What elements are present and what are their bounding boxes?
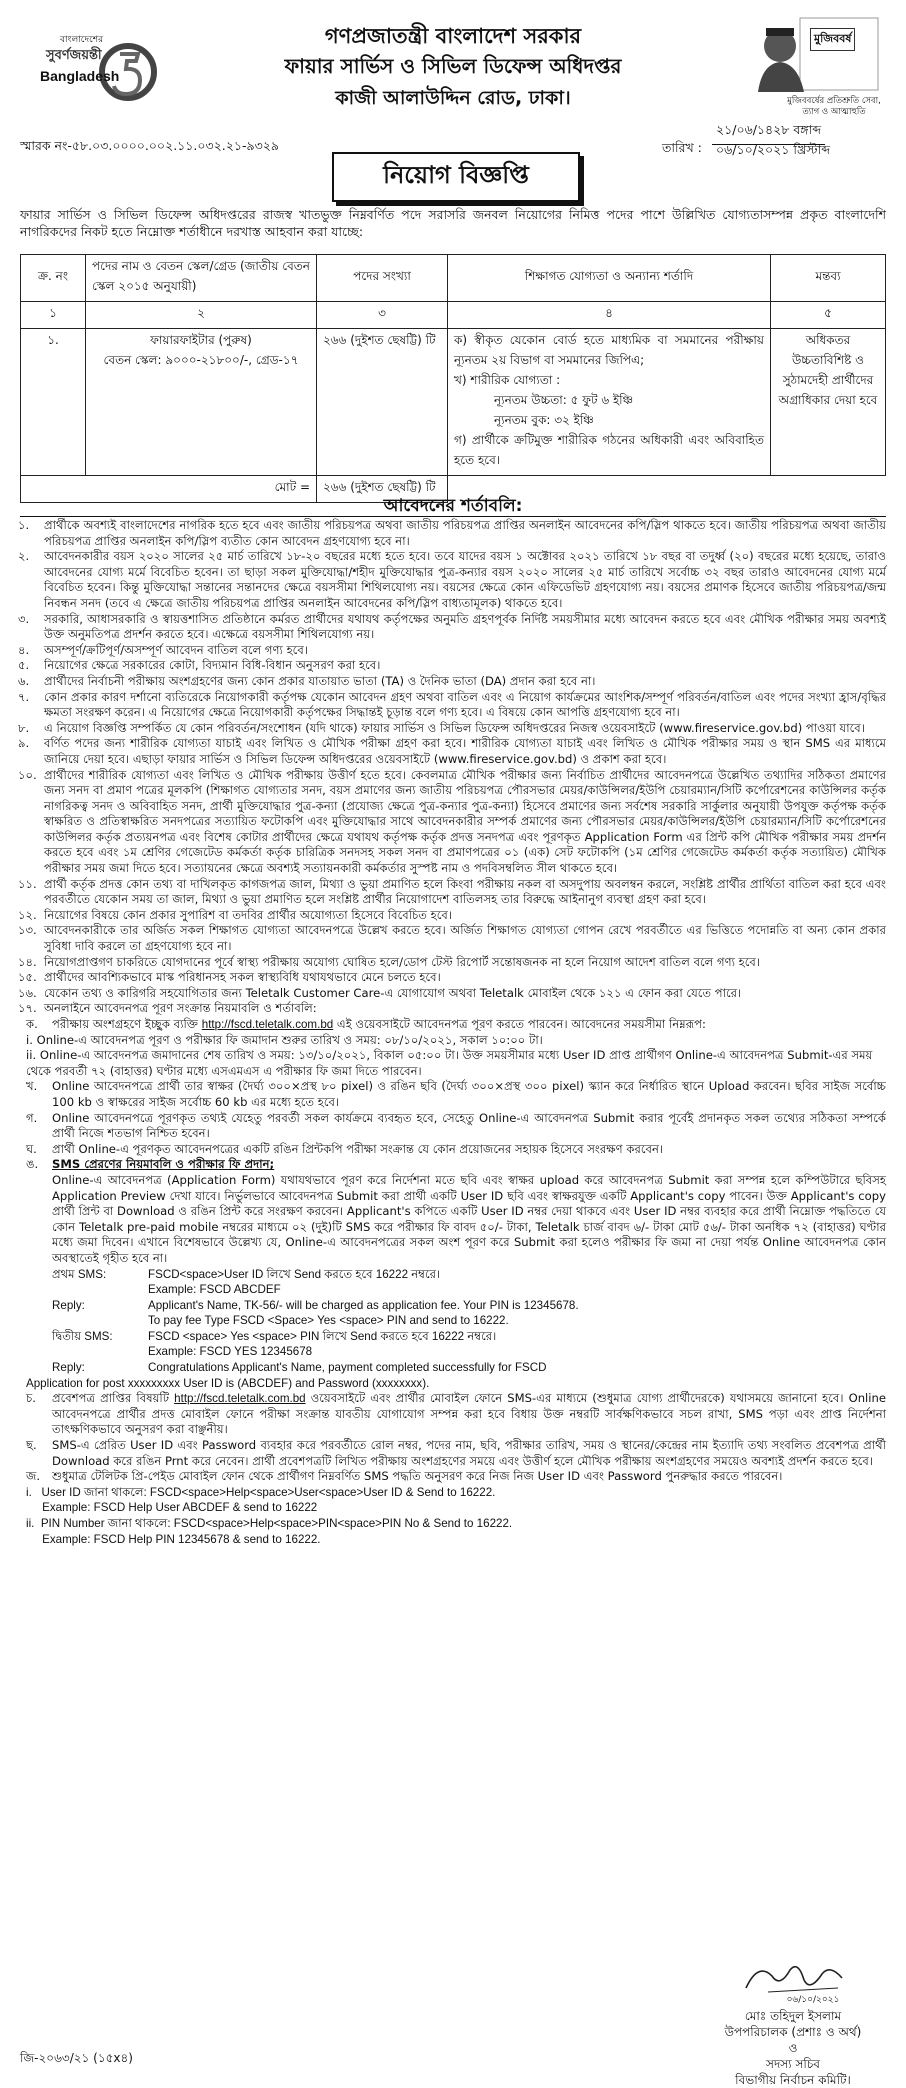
list-item: ১৬. যেকোন তথ্য ও কারিগরি সহযোগিতার জন্য Teletalk Customer Care-এ যোগাযোগ অথবা Teletalk মোবাইল থেকে ১২১ এ ফোন করা যেতে পারে। [18, 985, 742, 1000]
jubilee-caption-mid: সুবর্ণজয়ন্তী [46, 48, 102, 63]
row-qualification [448, 329, 771, 476]
mujib-borsho-badge: মুজিববর্ষ [810, 28, 855, 51]
mujib-borsho-caption: মুজিববর্ষের প্রতিশ্রুতি সেবা, ত্যাগ ও আত্মাহুতি [787, 96, 881, 117]
row-serial: ১. [21, 329, 86, 476]
signatory-name: মোঃ তহিদুল ইসলাম [744, 2009, 842, 2023]
total-label: মোট = [21, 476, 317, 503]
list-item: ৪. অসম্পূর্ণ/ক্রটিপূর্ণ/অসম্পূর্ণ আবেদন বাতিল বলে গণ্য হবে। [18, 642, 308, 657]
col-number: ৩ [317, 302, 448, 329]
sms-line: To pay fee Type FSCD <Space> Yes <space> PIN and send to 16222. [148, 1314, 509, 1328]
online-rule-ga: গ. Online আবেদনপত্রে পূরণকৃত তথ্যই যেহেতু পরবর্তী সকল কার্যক্রমে ব্যবহৃত হবে, সেহেতু Online-এ আবেদনপত্র Submit করার পূর্বেই প্রদানকৃত সকল তথ্যের সঠিকতা সম্পর্কে প্রার্থী নিজে শতভাগ নিশ্চিত হবেন। [26, 1110, 886, 1141]
list-item: ৯. বর্ণিত পদের জন্য শারীরিক যোগ্যতা যাচাই এবং লিখিত ও মৌখিক পরীক্ষা গ্রহণ করা হবে। শারীরিক যোগ্যতা যাচাই এবং লিখিত ও মৌখিক পরীক্ষার সময় ও স্থান SMS এর মাধ্যমে জানিয়ে দেয়া হবে। এছাড়া ফায়ার সার্ভিস ও সিভিল ডিফেন্স অধিদপ্তরের ওয়েবসাইটে (www.fireservice.gov.bd) ও প্রকাশ করা হবে। [18, 736, 886, 766]
recovery-userid-example: Example: FSCD Help User ABCDEF & send to 16222 [26, 1501, 318, 1515]
department-title: ফায়ার সার্ভিস ও সিভিল ডিফেন্স অধিদপ্তর [284, 54, 622, 78]
list-item: ১. প্রার্থীকে অবশ্যই বাংলাদেশের নাগরিক হতে হবে এবং জাতীয় পরিচয়পত্র অথবা জাতীয় পরিচয়পত্র প্রাপ্তির অনলাইন আবেদনের কপি/স্লিপ থাকতে হবে। জাতীয় পরিচয়পত্র অথবা জাতীয় পরিচয়পত্র প্রাপ্তির অনলাইন কপি/স্লিপ ব্যতীত কোন আবেদন গ্রহণযোগ্য হবে না। [18, 518, 886, 548]
total-value: ২৬৬ (দুইশত ছেষট্টি) টি [317, 476, 448, 503]
table-column-number-row [21, 302, 886, 329]
position-table [20, 254, 886, 503]
col-remarks-header: মন্তব্য [771, 255, 886, 302]
col-number: ৫ [771, 302, 886, 329]
post-name: ফায়ারফাইটার (পুরুষ) [150, 333, 252, 347]
online-rule-chha: ছ. SMS-এ প্রেরিত User ID এবং Password ব্যবহার করে পরবর্তীতে রোল নম্বর, পদের নাম, ছবি, পরীক্ষার তারিখ, সময় ও স্থানের/কেন্দ্রের নাম ইত্যাদি তথ্য সংবলিত প্রবেশপত্র প্রার্থী Download করে রঙিন Prnt করে নেবেন। প্রার্থী প্রবেশপত্রটি লিখিত পরীক্ষায় অংশগ্রহণের সময়ে এবং উত্তীর্ণ হলে মৌখিক পরীক্ষায় অংশগ্রহণের সময়েও অবশ্যই প্রদর্শন করতে হবে। [26, 1438, 886, 1468]
recovery-pin-example: Example: FSCD Help PIN 12345678 & send to 16222. [26, 1532, 321, 1546]
jubilee-caption-bottom: Bangladesh [40, 68, 120, 84]
notice-title: নিয়োগ বিজ্ঞপ্তি [332, 152, 580, 202]
qualification-a: ক) স্বীকৃত যেকোন বোর্ড হতে মাধ্যমিক বা সমমানের পরীক্ষায় ন্যূনতম ২য় বিভাগ বা সমমানের জিপিএ; [454, 333, 764, 367]
list-item: ৬. প্রার্থীদের নির্বাচনী পরীক্ষায় অংশগ্রহণের জন্য কোন প্রকার যাতায়াত ভাতা (TA) ও দৈনিক ভাতা (DA) প্রদান করা হবে না। [18, 673, 596, 688]
application-website-link[interactable]: http://fscd.teletalk.com.bd [201, 1018, 334, 1031]
list-item: ২. আবেদনকারীর বয়স ২০২০ সালের ২৫ মার্চ তারিখে ১৮-২০ বছরের মধ্যে হতে হবে। তবে যাদের বয়স ১ অক্টোবর ২০২১ তারিখে ১৮ বছর বা তদুর্ধ্ব (২০) বছরের মধ্যে হয়েছে, তারাও আবেদনের যোগ্য মর্মে বিবেচিত হবেন। তা ছাড়া সকল মুক্তিযোদ্ধা/শহীদ মুক্তিযোদ্ধার পুত্র-কন্যার বয়স ২০২০ সালের ২৫ মার্চ তারিখে সর্বোচ্চ ৩২ বছর তারাও আবেদনের যোগ্য মর্মে বিবেচিত হবেন। কিন্তু মুক্তিযোদ্ধা সন্তানের সন্তানদের ক্ষেত্রে বয়সসীমা শিথিলযোগ্য নয়। বয়সের ক্ষেত্রে কোন এফিডেভিট গ্রহণযোগ্য নয়। বয়সের প্রমাণক হিসেবে জাতীয় পরিচয়পত্র/জন্ম নিবন্ধন সনদ (তবে এ ক্ষেত্রে জাতীয় পরিচয়পত্র প্রাপ্তির অনলাইন আবেদনের কপি/স্লিপ বাধ্যতামূলক) থাকতে হবে। [18, 549, 886, 610]
row-post [86, 329, 317, 476]
sms-post-line: Application for post xxxxxxxxx User ID is (ABCDEF) and Password (xxxxxxxx). [26, 1376, 430, 1390]
online-rule-cha: চ. প্রবেশপত্র প্রাপ্তির বিষয়টি http://fscd.teletalk.com.bd ওয়েবসাইটে এবং প্রার্থীর মোবাইল ফোনে SMS-এর মাধ্যমে (শুধুমাত্র যোগ্য প্রার্থীদেরকে) যথাসময়ে জানানো হবে। Online আবেদনপত্রে প্রার্থীর প্রদত্ত মোবাইল ফোনে পরীক্ষা সংক্রান্ত যাবতীয় যোগাযোগ সম্পন্ন করা হবে বিধায় উক্ত নম্বরটি সার্বক্ষণিকভাবে সচল রাখা, SMS পড়া এবং প্রাপ্ত নির্দেশনা তাৎক্ষণিকভাবে অনুসরণ করা বাঞ্ছনীয়। [26, 1391, 886, 1437]
sms-line: প্রথম SMS: FSCD<space>User ID লিখে Send করতে হবে 16222 নম্বরে। [52, 1267, 441, 1281]
signatory-and: ও [788, 2041, 798, 2055]
list-item: ১২. নিয়োগের বিষয়ে কোন প্রকার সুপারিশ বা তদবির প্রার্থীর অযোগ্যতা হিসেবে বিবেচিত হবে। [18, 907, 453, 922]
list-item: ১০. প্রার্থীদের শারীরিক যোগ্যতা এবং লিখিত ও মৌখিক পরীক্ষায় উত্তীর্ণ হতে হবে। কেবলমাত্র মৌখিক পরীক্ষার জন্য নির্বাচিত প্রার্থীদের আবেদনপত্রে উল্লেখিত তথ্যাদির সঠিকতা প্রমাণের জন্য সনদ বা প্রমাণ পত্রের মূলকপি (শিক্ষাগত যোগ্যতার সনদ, বয়স প্রমাণের জন্য জাতীয় পরিচয়পত্র পৌরসভার মেয়র/কাউন্সিলর/ইউপি চেয়ারম্যান/সিটি কর্পোরেশনের কাউন্সিলর কর্তৃক নাগরিকত্ব সনদ ও অবিবাহিত সনদ, প্রার্থী মুক্তিযোদ্ধার পুত্র-কন্যা (প্রযোজ্য ক্ষেত্রে পুত্র-কন্যার পুত্র-কন্যা) হিসেবে প্রমাণের জন্য সর্বশেষ সরকারি সার্কুলার অনুযায়ী উপযুক্ত কর্তৃপক্ষ কর্তৃক স্বাক্ষরিত ও প্রতিস্বাক্ষরিত সনদপত্রের সত্যায়িত ফটোকপি এবং মুক্তিযোদ্ধার সাথে আবেদনকারীর সম্পর্ক প্রমাণের জন্য পৌরসভার মেয়র/কাউন্সিলর/ইউপি চেয়ারম্যান/সিটি কর্পোরেশনের কাউন্সিলর কর্তৃক প্রত্যয়নপত্র এবং বিশেষ কোটার প্রার্থীদের ক্ষেত্রে যথাযথ কর্তৃপক্ষ কর্তৃক প্রদত্ত সনদপত্র এবং পূরণকৃত Application Form এর প্রিন্ট কপি মৌখিক পরীক্ষার সময় প্রদর্শন করতে হবে এবং ১ম শ্রেণির গেজেটেড কর্মকর্তা কর্তৃক চারিত্রিক সনদসহ সকল সনদ বা প্রমাণপত্রের ০১ (এক) সেট ফটোকপি (১ম শ্রেণির গেজেটেড কর্মকর্তা কর্তৃক সত্যায়িত) মৌখিক পরীক্ষার সময় জমা দিতে হবে। সত্যায়নের ক্ষেত্রে অবশ্যই সত্যায়নকারী কর্মকর্তার সুস্পষ্ট নাম ও পদবিসম্বলিত সীল থাকতে হবে। [18, 767, 886, 876]
col-number: ১ [21, 302, 86, 329]
list-item: ১১. প্রার্থী কর্তৃক প্রদত্ত কোন তথ্য বা দাখিলকৃত কাগজপত্র জাল, মিথ্যা ও ভুয়া প্রমাণিত হলে কিংবা পরীক্ষায় নকল বা অসদুপায় অবলম্বন করলে, সংশ্লিষ্ট প্রার্থীর প্রার্থিতা বাতিল করা হবে এবং পরবর্তীতে যেকোন সময় তা জাল, মিথ্যা ও ভুয়া প্রমাণিত হলে সংশ্লিষ্ট প্রার্থীর নিয়োগাদেশ বাতিলসহ তার বিরুদ্ধে আইনানুগ ব্যবস্থা গ্রহণ করা হবে। [18, 876, 886, 907]
qualification-b: খ) শারীরিক যোগ্যতা : [454, 373, 561, 387]
qualification-height: ন্যূনতম উচ্চতা: ৫ ফুট ৬ ইঞ্চি [494, 393, 634, 407]
portrait-emblem-icon [752, 14, 882, 94]
department-address: কাজী আলাউদ্দিন রোড, ঢাকা। [335, 87, 571, 109]
memo-reference: স্মারক নং-৫৮.০৩.০০০০.০০২.১১.০৩২.২১-৯৩২৯ [20, 138, 279, 153]
table-header-row [21, 255, 886, 302]
signature-block [700, 1958, 886, 2087]
col-post-header: পদের নাম ও বেতন স্কেল/গ্রেড (জাতীয় বেতন স্কেল ২০১৫ অনুযায়ী) [86, 255, 317, 302]
jubilee-caption-top: বাংলাদেশের [60, 35, 104, 45]
signatory-member: সদস্য সচিব [766, 2057, 820, 2071]
online-rule-gha: ঘ. প্রার্থী Online-এ পূরণকৃত আবেদনপত্রের একটি রঙিন প্রিন্টকপি পরীক্ষা সংক্রান্ত যে কোন প্রয়োজনের সহায়ক হিসেবে সংরক্ষণ করবেন। [26, 1141, 664, 1156]
date-label: তারিখ : [662, 140, 702, 155]
online-rule-ka: ক. পরীক্ষায় অংশগ্রহণে ইচ্ছুক ব্যক্তি http://fscd.teletalk.com.bd এই ওয়েবসাইটে আবেদনপত্র পূরণ করতে পারবেন। আবেদনের সময়সীমা নিম্নরূপ: [26, 1017, 706, 1031]
deadline-start: i. Online-এ আবেদনপত্র পূরণ ও পরীক্ষার ফি জমাদান শুরুর তারিখ ও সময়: ০৮/১০/২০২১, সকাল ১০:০০ টা। [26, 1032, 543, 1047]
sms-rules-paragraph: Online-এ আবেদনপত্র (Application Form) যথাযথভাবে পূরণ করে নির্দেশনা মতে ছবি এবং স্বাক্ষর upload করে আবেদনপত্র Submit করা সম্পন্ন হলে কম্পিউটারে ছবিসহ Application Preview দেখা যাবে। নির্ভুলভাবে আবেদনপত্র Submit করা প্রার্থী একটি User ID ছবি এবং স্বাক্ষরযুক্ত একটি Applicant's copy পাবেন। উক্ত Applicant's copy প্রার্থী প্রিন্ট বা Download ও রঙিন প্রিন্ট করে সংরক্ষণ করবেন। Applicant's কপিতে একটি User ID নম্বর দেয়া থাকবে এবং User ID নম্বর ব্যবহার করে প্রার্থী নিম্নোক্ত পদ্ধতিতে যে কোন Teletalk pre-paid mobile নম্বরের মাধ্যমে ০২ (দুই)টি SMS করে পরীক্ষার ফি বাবদ ৫০/- টাকা, Teletalk চার্জ বাবদ ৬/- টাকা মোট ৫৬/- টাকা অনধিক ৭২ (বাহাত্তর) ঘণ্টার মধ্যে জমা দিবেন। এখানে বিশেষভাবে উল্লেখ্য যে, Online-এ আবেদনপত্রের সকল অংশ পূরণ করে Submit করা হলেও পরীক্ষার ফি জমা না দেয়া পর্যন্ত Online আবেদনপত্র কোন অবস্থাতেই গৃহীত হবে না। [52, 1172, 886, 1265]
conditions-list [18, 518, 886, 1547]
intro-paragraph: ফায়ার সার্ভিস ও সিভিল ডিফেন্স অধিদপ্তরের রাজস্ব খাতভুক্ত নিম্নবর্ণিত পদে সরাসরি জনবল নিয়োগের নিমিত্ত পদের পাশে উল্লিখিত যোগ্যতাসম্পন্ন প্রকৃত বাংলাদেশি নাগরিকদের নিকট হতে নিম্নোক্ত শর্তাধীনে দরখাস্ত আহবান করা যাচ্ছে: [20, 207, 886, 239]
signatory-committee: বিভাগীয় নির্বাচন কমিটি। [735, 2073, 851, 2087]
conditions-heading: আবেদনের শর্তাবলি: [383, 496, 523, 516]
conditions-divider [20, 516, 886, 517]
admit-card-website-link[interactable]: http://fscd.teletalk.com.bd [174, 1392, 306, 1406]
col-qualification-header: শিক্ষাগত যোগ্যতা ও অন্যান্য শর্তাদি [448, 255, 771, 302]
pay-scale: বেতন স্কেল: ৯০০০-২১৮০০/-, গ্রেড-১৭ [103, 353, 299, 367]
row-remarks: অধিকতর উচ্চতাবিশিষ্ট ও সুঠামদেহী প্রার্থীদের অগ্রাধিকার দেয়া হবে [771, 329, 886, 476]
signatory-designation: উপপরিচালক (প্রশাঃ ও অর্থ) [724, 2025, 862, 2039]
deadline-end: ii. Online-এ আবেদনপত্র জমাদানের শেষ তারিখ ও সময়: ১৩/১০/২০২১, বিকাল ০৫:০০ টা। উক্ত সময়সীমার মধ্যে User ID প্রাপ্ত প্রার্থীগণ Online-এ আবেদনপত্র Submit-এর সময় থেকে পরবর্তী ৭২ (বাহাত্তর) ঘণ্টার মধ্যে এসএমএস এ পরীক্ষার ফি জমা দিতে পারবেন। [26, 1048, 873, 1078]
list-item: ৫. নিয়োগের ক্ষেত্রে সরকারের কোটা, বিদ্যমান বিধি-বিধান অনুসরণ করা হবে। [18, 658, 381, 673]
date-english: ০৬/১০/২০২১ খ্রিস্টাব্দ [716, 142, 831, 157]
sms-line: Reply: Applicant's Name, TK-56/- will be charged as application fee. Your PIN is 12345678. [52, 1298, 579, 1312]
list-item: ১৩. আবেদনকারীকে তার অর্জিত সকল শিক্ষাগত যোগ্যতা আবেদনপত্রে উল্লেখ করতে হবে। অর্জিত শিক্ষাগত যোগ্যতা গোপন রেখে পরবর্তীতে এর ভিত্তিতে পদোন্নতি বা অন্য কোন প্রকার সুবিধা দাবি করলে তা গ্রহণযোগ্য হবে না। [18, 923, 886, 954]
col-count-header: পদের সংখ্যা [317, 255, 448, 302]
sms-line: Example: FSCD YES 12345678 [148, 1345, 313, 1359]
qualification-c: গ) প্রার্থীকে ক্রটিমুক্ত শারীরিক গঠনের অধিকারী এবং অবিবাহিত হতে হবে। [454, 433, 764, 467]
list-item: ৭. কোন প্রকার কারণ দর্শানো ব্যতিরেকে নিয়োগকারী কর্তৃপক্ষ যেকোন আবেদন গ্রহণ অথবা বাতিল এবং এ নিয়োগ কার্যক্রমের আংশিক/সম্পূর্ণ পরিবর্তন/বাতিল এবং পদের সংখ্যা হ্রাস/বৃদ্ধির ক্ষমতা সংরক্ষণ করেন। এ নিয়োগের ক্ষেত্রে নিয়োগকারী কর্তৃপক্ষের সিদ্ধান্তই চূড়ান্ত বলে গণ্য হবে। এ বিষয়ে কোন আপত্তি গ্রহণযোগ্য হবে না। [18, 689, 886, 720]
date-bangla: ২১/০৬/১৪২৮ বঙ্গাব্দ [712, 122, 825, 145]
online-rule-ja: জ. শুধুমাত্র টেলিটক প্রি-পেইড মোবাইল ফোন থেকে প্রার্থীগণ নিম্নবর্ণিত SMS পদ্ধতি অনুসরণ করে নিজ নিজ User ID এবং Password পুনরুদ্ধার করতে পারবেন। [26, 1469, 783, 1484]
government-title: গণপ্রজাতন্ত্রী বাংলাদেশ সরকার [324, 24, 582, 48]
online-rule-kha: খ. Online আবেদনপত্রে প্রার্থী তার স্বাক্ষর (দৈর্ঘ্য ৩০০×প্রস্থ ৮০ pixel) ও রঙিন ছবি (দৈর্ঘ্য ৩০০×প্রস্থ ৩০০ pixel) স্ক্যান করে নির্ধারিত স্থানে Upload করবেন। ছবির সাইজ সর্বোচ্চ 100 kb ও স্বাক্ষরের সাইজ সর্বোচ্চ 60 kb এর মধ্যে হতে হবে। [26, 1079, 886, 1109]
list-item: ৮. এ নিয়োগ বিজ্ঞপ্তি সম্পর্কিত যে কোন পরিবর্তন/সংশোধন (যদি থাকে) ফায়ার সার্ভিস ও সিভিল ডিফেন্স অধিদপ্তরের নিজস্ব ওয়েবসাইটে (www.fireservice.gov.bd) পাওয়া যাবে। [18, 720, 865, 735]
sms-line: Reply: Congratulations Applicant's Name, payment completed successfully for FSCD [52, 1361, 547, 1375]
list-item: ৩. সরকারি, আধাসরকারি ও স্বায়ত্তশাসিত প্রতিষ্ঠানে কর্মরত প্রার্থীদের যথাযথ কর্তৃপক্ষের অনুমতি গ্রহণপূর্বক নির্দিষ্ট সময়সীমার মধ্যে আবেদন করতে হবে এবং মৌখিক পরীক্ষার সময় অবশ্যই উক্ত অনুমতিপত্র প্রদর্শন করতে হবে। এক্ষেত্রে বয়সসীমা শিথিলযোগ্য নয়। [18, 611, 886, 642]
online-rule-umo: ঙ. SMS প্রেরণের নিয়মাবলি ও পরীক্ষার ফি প্রদান; [26, 1157, 886, 1173]
row-count: ২৬৬ (দুইশত ছেষট্টি) টি [317, 329, 448, 476]
col-serial-header: ক্র. নং [21, 255, 86, 302]
list-item: ১৪. নিয়োগপ্রাপ্তগণ চাকরিতে যোগদানের পূর্বে স্বাস্থ্য পরীক্ষায় অযোগ্য ঘোষিত হলে/ডোপ টেস্ট রিপোর্ট সন্তোষজনক না হলে নিয়োগ আদেশ বাতিল বলে গণ্য হবে। [18, 954, 761, 969]
col-number: ২ [86, 302, 317, 329]
sms-rules-heading: SMS প্রেরণের নিয়মাবলি ও পরীক্ষার ফি প্রদান; [52, 1157, 275, 1172]
table-row [21, 329, 886, 476]
col-number: ৪ [448, 302, 771, 329]
recovery-userid: i. User ID জানা থাকলে: FSCD<space>Help<space>User<space>User ID & Send to 16222. [26, 1485, 496, 1499]
sms-line: দ্বিতীয় SMS: FSCD <space> Yes <space> PIN লিখে Send করতে হবে 16222 নম্বরে। [52, 1329, 497, 1343]
signature-date: ০৬/১০/২০২১ [786, 1995, 840, 2005]
qualification-chest: ন্যূনতম বুক: ৩২ ইঞ্চি [494, 413, 594, 427]
list-item: ১৫. প্রার্থীদের আবশ্যিকভাবে মাস্ক পরিধানসহ সকল স্বাস্থ্যবিধি যথাযথভাবে মেনে চলতে হবে। [18, 970, 441, 985]
footer-code: জি-২০৬৩/২১ (১৫x৪) [20, 2051, 133, 2065]
sms-line: Example: FSCD ABCDEF [148, 1283, 281, 1297]
list-item: ১৭. অনলাইনে আবেদনপত্র পূরণ সংক্রান্ত নিয়মাবলি ও শর্তাবলি: [18, 1001, 317, 1016]
recovery-pin: ii. PIN Number জানা থাকলে: FSCD<space>Help<space>PIN<space>PIN No & Send to 16222. [26, 1517, 513, 1530]
mujib-borsho-logo [752, 14, 882, 124]
